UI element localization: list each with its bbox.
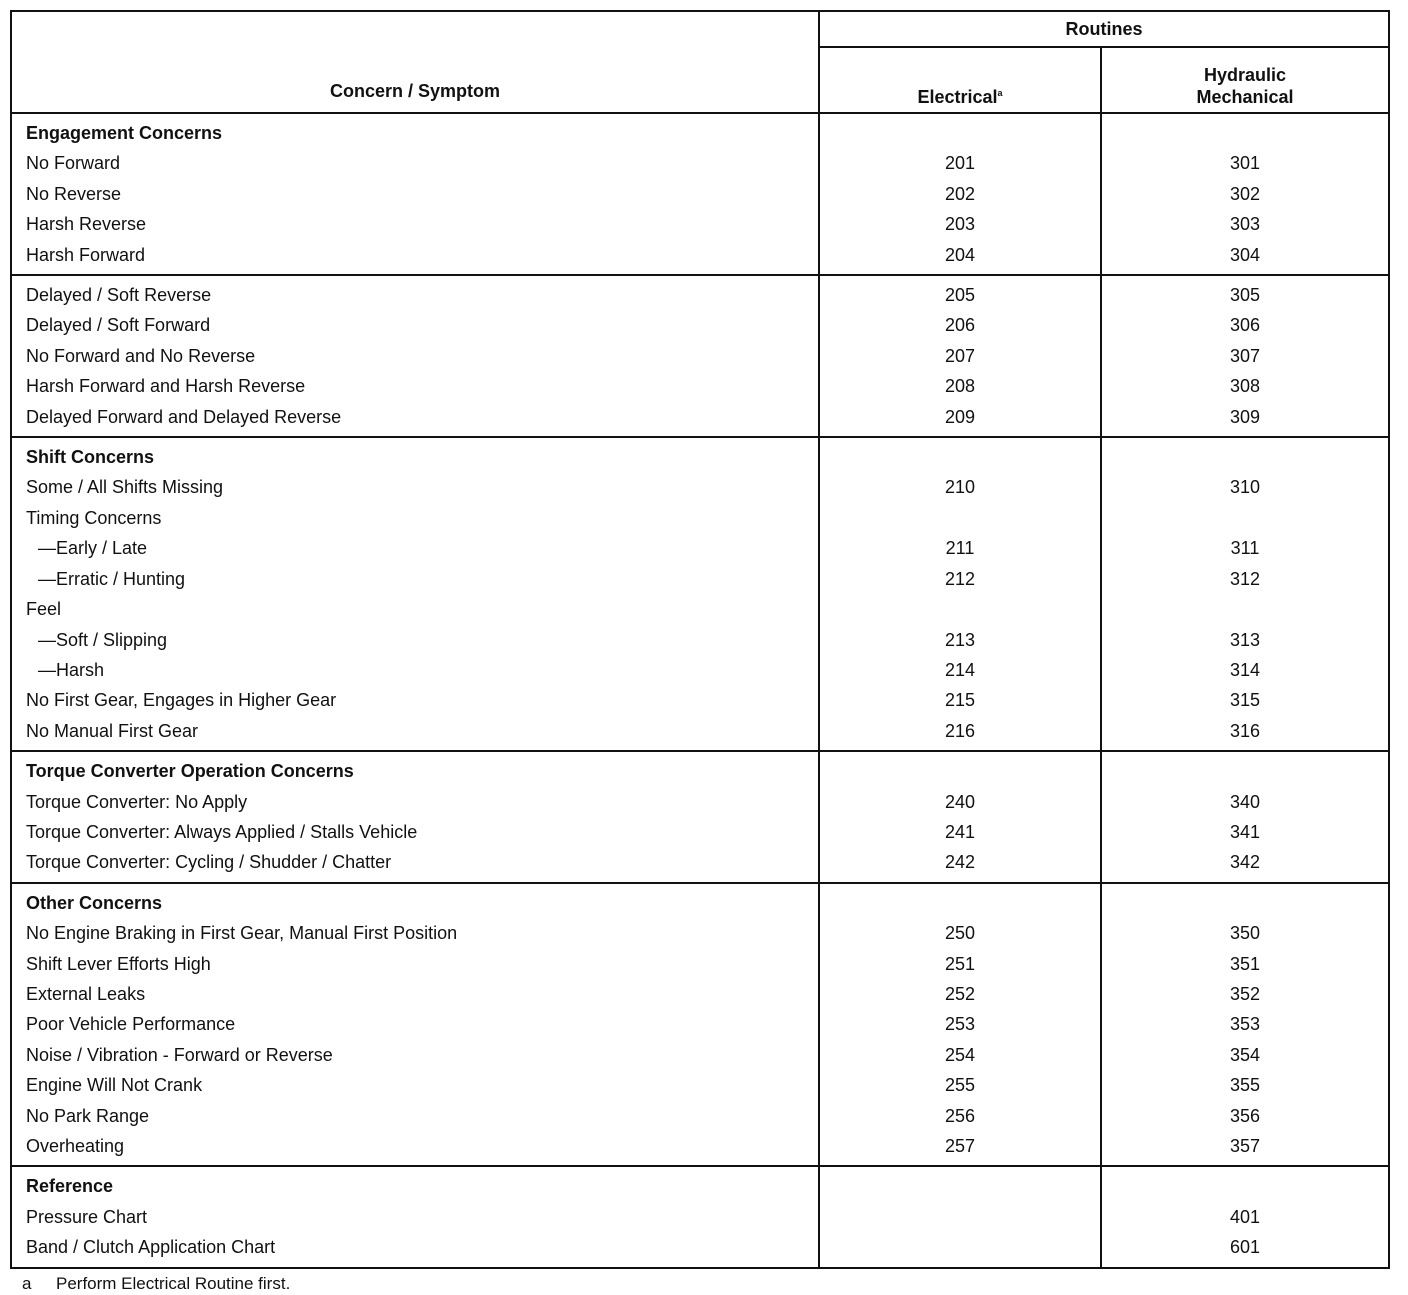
concern-cell: —Soft / Slipping <box>11 625 819 655</box>
concern-cell: Shift Concerns <box>11 437 819 472</box>
concern-cell: No Reverse <box>11 179 819 209</box>
diagnostic-routines-document <box>10 10 1388 1295</box>
hydraulic-routine-cell: 351 <box>1101 949 1389 979</box>
concern-cell: Band / Clutch Application Chart <box>11 1232 819 1267</box>
electrical-routine-cell: 201 <box>819 148 1101 178</box>
hydraulic-routine-cell: 354 <box>1101 1040 1389 1070</box>
hydraulic-routine-cell <box>1101 113 1389 148</box>
table-row <box>11 310 1389 340</box>
footnote-mark: a <box>22 1273 32 1293</box>
table-row <box>11 655 1389 685</box>
concern-cell: Reference <box>11 1166 819 1201</box>
routines-table <box>10 10 1390 1269</box>
electrical-routine-cell: 253 <box>819 1009 1101 1039</box>
hydraulic-routine-cell <box>1101 594 1389 624</box>
section-heading-row <box>11 751 1389 786</box>
electrical-routine-cell: 211 <box>819 533 1101 563</box>
table-row <box>11 240 1389 275</box>
table-row <box>11 1202 1389 1232</box>
table-row <box>11 949 1389 979</box>
electrical-routine-cell: 208 <box>819 371 1101 401</box>
concern-cell: Feel <box>11 594 819 624</box>
hydraulic-routine-cell: 312 <box>1101 564 1389 594</box>
electrical-routine-cell: 202 <box>819 179 1101 209</box>
concern-cell: Timing Concerns <box>11 503 819 533</box>
hydraulic-routine-cell: 307 <box>1101 341 1389 371</box>
hydraulic-routine-cell: 342 <box>1101 847 1389 882</box>
concern-cell: Harsh Forward and Harsh Reverse <box>11 371 819 401</box>
table-row <box>11 564 1389 594</box>
concern-cell: No Engine Braking in First Gear, Manual First Position <box>11 918 819 948</box>
hydraulic-header-line-1: Hydraulic <box>1203 65 1287 85</box>
electrical-routine-cell <box>819 751 1101 786</box>
concern-cell: External Leaks <box>11 979 819 1009</box>
table-row <box>11 787 1389 817</box>
concern-cell: No Manual First Gear <box>11 716 819 751</box>
hydraulic-routine-cell <box>1101 751 1389 786</box>
table-row <box>11 533 1389 563</box>
concern-cell: No Park Range <box>11 1101 819 1131</box>
concern-cell: —Early / Late <box>11 533 819 563</box>
electrical-routine-cell: 206 <box>819 310 1101 340</box>
hydraulic-routine-cell: 308 <box>1101 371 1389 401</box>
electrical-routine-cell: 207 <box>819 341 1101 371</box>
hydraulic-routine-cell: 315 <box>1101 685 1389 715</box>
electrical-routine-cell <box>819 1166 1101 1201</box>
concern-cell: Noise / Vibration - Forward or Reverse <box>11 1040 819 1070</box>
table-row <box>11 1101 1389 1131</box>
table-row <box>11 275 1389 310</box>
hydraulic-routine-cell: 303 <box>1101 209 1389 239</box>
hydraulic-routine-cell: 304 <box>1101 240 1389 275</box>
table-row <box>11 1131 1389 1166</box>
table-row <box>11 402 1389 437</box>
table-row <box>11 594 1389 624</box>
electrical-routine-cell <box>819 437 1101 472</box>
hydraulic-routine-cell: 340 <box>1101 787 1389 817</box>
concern-cell: Some / All Shifts Missing <box>11 472 819 502</box>
hydraulic-routine-cell: 309 <box>1101 402 1389 437</box>
concern-symptom-header: Concern / Symptom <box>11 11 819 113</box>
table-row <box>11 918 1389 948</box>
electrical-routine-cell: 250 <box>819 918 1101 948</box>
concern-cell: Engine Will Not Crank <box>11 1070 819 1100</box>
table-row <box>11 371 1389 401</box>
hydraulic-routine-cell: 305 <box>1101 275 1389 310</box>
hydraulic-routine-cell: 301 <box>1101 148 1389 178</box>
hydraulic-header-line-2: Mechanical <box>1196 87 1294 107</box>
table-header <box>11 11 1389 113</box>
hydraulic-routine-cell: 356 <box>1101 1101 1389 1131</box>
hydraulic-routine-cell: 314 <box>1101 655 1389 685</box>
concern-cell: Delayed / Soft Forward <box>11 310 819 340</box>
hydraulic-routine-cell <box>1101 503 1389 533</box>
hydraulic-routine-cell <box>1101 437 1389 472</box>
electrical-routine-cell: 240 <box>819 787 1101 817</box>
footnote-text: Perform Electrical Routine first. <box>56 1273 291 1293</box>
table-row <box>11 503 1389 533</box>
electrical-routine-cell: 212 <box>819 564 1101 594</box>
concern-cell: Torque Converter: Always Applied / Stalls Vehicle <box>11 817 819 847</box>
table-row <box>11 1040 1389 1070</box>
section-heading-row <box>11 437 1389 472</box>
hydraulic-routine-cell: 341 <box>1101 817 1389 847</box>
concern-cell: —Erratic / Hunting <box>11 564 819 594</box>
electrical-routine-cell: 215 <box>819 685 1101 715</box>
section-heading-row <box>11 113 1389 148</box>
table-row <box>11 817 1389 847</box>
hydraulic-mechanical-header <box>1101 47 1389 113</box>
table-row <box>11 625 1389 655</box>
concern-cell: Harsh Forward <box>11 240 819 275</box>
table-row <box>11 209 1389 239</box>
hydraulic-routine-cell: 355 <box>1101 1070 1389 1100</box>
concern-cell: Harsh Reverse <box>11 209 819 239</box>
table-row <box>11 847 1389 882</box>
table-row <box>11 1070 1389 1100</box>
section-heading-row <box>11 1166 1389 1201</box>
electrical-routine-cell: 216 <box>819 716 1101 751</box>
concern-cell: Torque Converter Operation Concerns <box>11 751 819 786</box>
hydraulic-routine-cell: 311 <box>1101 533 1389 563</box>
hydraulic-routine-cell: 357 <box>1101 1131 1389 1166</box>
concern-cell: Pressure Chart <box>11 1202 819 1232</box>
electrical-routine-cell: 252 <box>819 979 1101 1009</box>
hydraulic-routine-cell: 601 <box>1101 1232 1389 1267</box>
section-heading-row <box>11 883 1389 918</box>
table-row <box>11 1009 1389 1039</box>
hydraulic-routine-cell: 316 <box>1101 716 1389 751</box>
table-row <box>11 341 1389 371</box>
electrical-routine-cell: 254 <box>819 1040 1101 1070</box>
concern-cell: Shift Lever Efforts High <box>11 949 819 979</box>
electrical-routine-cell: 242 <box>819 847 1101 882</box>
electrical-routine-cell <box>819 883 1101 918</box>
concern-cell: Torque Converter: No Apply <box>11 787 819 817</box>
hydraulic-routine-cell: 352 <box>1101 979 1389 1009</box>
table-row <box>11 1232 1389 1267</box>
electrical-routine-cell: 256 <box>819 1101 1101 1131</box>
concern-cell: No First Gear, Engages in Higher Gear <box>11 685 819 715</box>
concern-cell: Torque Converter: Cycling / Shudder / Chatter <box>11 847 819 882</box>
electrical-routine-cell: 203 <box>819 209 1101 239</box>
table-row <box>11 979 1389 1009</box>
electrical-routine-cell: 209 <box>819 402 1101 437</box>
electrical-header <box>819 47 1101 113</box>
hydraulic-routine-cell <box>1101 883 1389 918</box>
hydraulic-routine-cell: 306 <box>1101 310 1389 340</box>
concern-cell: Other Concerns <box>11 883 819 918</box>
electrical-routine-cell <box>819 1202 1101 1232</box>
table-row <box>11 148 1389 178</box>
electrical-routine-cell: 255 <box>819 1070 1101 1100</box>
footnote-marker: a <box>997 88 1003 98</box>
electrical-routine-cell: 210 <box>819 472 1101 502</box>
hydraulic-routine-cell: 302 <box>1101 179 1389 209</box>
electrical-routine-cell: 241 <box>819 817 1101 847</box>
concern-cell: Delayed Forward and Delayed Reverse <box>11 402 819 437</box>
electrical-routine-cell: 204 <box>819 240 1101 275</box>
hydraulic-routine-cell: 401 <box>1101 1202 1389 1232</box>
hydraulic-routine-cell: 350 <box>1101 918 1389 948</box>
electrical-routine-cell: 251 <box>819 949 1101 979</box>
hydraulic-routine-cell: 313 <box>1101 625 1389 655</box>
electrical-routine-cell: 213 <box>819 625 1101 655</box>
electrical-routine-cell: 257 <box>819 1131 1101 1166</box>
hydraulic-routine-cell <box>1101 1166 1389 1201</box>
concern-cell: No Forward <box>11 148 819 178</box>
concern-cell: Engagement Concerns <box>11 113 819 148</box>
table-row <box>11 685 1389 715</box>
electrical-routine-cell: 205 <box>819 275 1101 310</box>
concern-cell: Overheating <box>11 1131 819 1166</box>
concern-cell: —Harsh <box>11 655 819 685</box>
concern-cell: No Forward and No Reverse <box>11 341 819 371</box>
electrical-routine-cell <box>819 503 1101 533</box>
table-body <box>11 113 1389 1268</box>
table-row <box>11 716 1389 751</box>
concern-cell: Poor Vehicle Performance <box>11 1009 819 1039</box>
hydraulic-routine-cell: 353 <box>1101 1009 1389 1039</box>
table-row <box>11 472 1389 502</box>
concern-cell: Delayed / Soft Reverse <box>11 275 819 310</box>
hydraulic-routine-cell: 310 <box>1101 472 1389 502</box>
routines-header: Routines <box>819 11 1389 47</box>
electrical-routine-cell <box>819 594 1101 624</box>
electrical-header-label: Electrical <box>917 87 998 107</box>
electrical-routine-cell <box>819 1232 1101 1267</box>
electrical-routine-cell <box>819 113 1101 148</box>
electrical-routine-cell: 214 <box>819 655 1101 685</box>
table-row <box>11 179 1389 209</box>
